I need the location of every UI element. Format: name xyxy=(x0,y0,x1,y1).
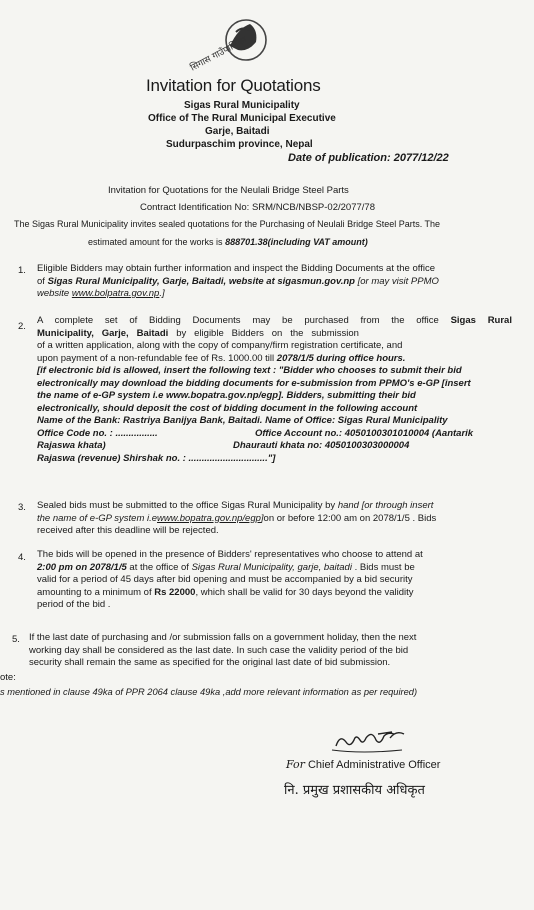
handwritten-signature xyxy=(328,728,418,756)
bolpatra-link[interactable]: www.bolpatra.gov.np xyxy=(71,288,160,299)
signature-block: For Chief Administrative Officer xyxy=(286,758,441,771)
nepali-officer-title: नि. प्रमुख प्रशासकीय अधिकृत xyxy=(284,783,425,798)
subject-line: Invitation for Quotations for the Neulali Bridge Steel Parts xyxy=(108,185,349,196)
clause-2: A complete set of Bidding Documents may be purchased from the office Sigas Rural Municipality, Garje, Baitadi by eligible Bidders on the submission of a written application, along with the copy of company/firm registration certificate, and upon payment of a non-refundable fee of Rs. 1000.00 till 2078/1/5 during office hours. [if electronic bid is allowed, insert the following text : "Bidder who chooses to submit their bid electronically may download the bidding documents for e-submission from PPMO's e-GP [insert the name of e-GP system i.e www.bopatra.gov.np/egp]. Bidders, submitting their bid electronically, should deposit the cost of bidding document in the following account Name of the Bank: Rastriya Banijya Bank, Baitadi. Name of Office: Sigas Rural Municipality Office Code no. : ................ Office Account no.: 4050100301010004 (Aantarik Rajaswa khata) Dhaurauti khata no: 4050100303000004 Rajaswa (revenue) Shirshak no. : .............................."] xyxy=(37,315,512,464)
contract-id: Contract Identification No: SRM/NCB/NBSP-02/2077/78 xyxy=(140,202,375,213)
note-label: ote: xyxy=(0,672,16,683)
publication-date: Date of publication: 2077/12/22 xyxy=(288,152,449,164)
clause-4-number: 4. xyxy=(18,552,26,563)
header-place: Garje, Baitadi xyxy=(205,126,270,137)
header-province: Sudurpaschim province, Nepal xyxy=(166,139,313,150)
clause-1: Eligible Bidders may obtain further information and inspect the Bidding Documents at the office of Sigas Rural Municipality, Garje, Baitadi, website at sigasmun.gov.np [or may visit PPMO website www.bolpatra.gov.np.] xyxy=(37,263,439,299)
clause-4: The bids will be opened in the presence of Bidders' representatives who choose to attend at 2:00 pm on 2078/1/5 at the office of Sigas Rural Municipality, garje, baitadi . Bids must be valid for a period of 45 days after bid opening and must be accompanied by a bid security amounting to a minimum of Rs 22000, which shall be valid for 30 days beyond the validity period of the bid . xyxy=(37,549,423,610)
clause-3: Sealed bids must be submitted to the office Sigas Rural Municipality by hand [or through insert the name of e-GP system i.ewww.bopatra.gov.np/egp]on or before 12:00 am on 2078/1/5 . Bids received after this deadline will be rejected. xyxy=(37,500,437,536)
note-text: s mentioned in clause 49ka of PPR 2064 clause 49ka ,add more relevant information as per required) xyxy=(0,687,418,697)
svg-text:सिगास गाउँपालिका: सिगास गाउँपालिका xyxy=(188,35,249,74)
header-org: Sigas Rural Municipality xyxy=(184,100,300,111)
clause-3-number: 3. xyxy=(18,502,26,513)
egp-link[interactable]: www.bopatra.gov.np/egp xyxy=(157,512,261,524)
clause-2-number: 2. xyxy=(18,321,26,332)
clause-1-number: 1. xyxy=(18,265,26,276)
municipality-seal-logo xyxy=(186,6,272,86)
intro-paragraph-line2: estimated amount for the works is 888701.38(including VAT amount) xyxy=(88,237,368,247)
clause-5: If the last date of purchasing and /or submission falls on a government holiday, then the next working day shall be considered as the last date. In such case the validity period of the bid security shall remain the same as specified for the original last date of bid submission. xyxy=(29,632,417,668)
document-title: Invitation for Quotations xyxy=(146,76,321,95)
clause-5-number: 5. xyxy=(12,634,20,645)
intro-paragraph-line1: The Sigas Rural Municipality invites sealed quotations for the Purchasing of Neulali Bridge Steel Parts. The xyxy=(14,219,441,229)
header-office: Office of The Rural Municipal Executive xyxy=(148,113,336,124)
